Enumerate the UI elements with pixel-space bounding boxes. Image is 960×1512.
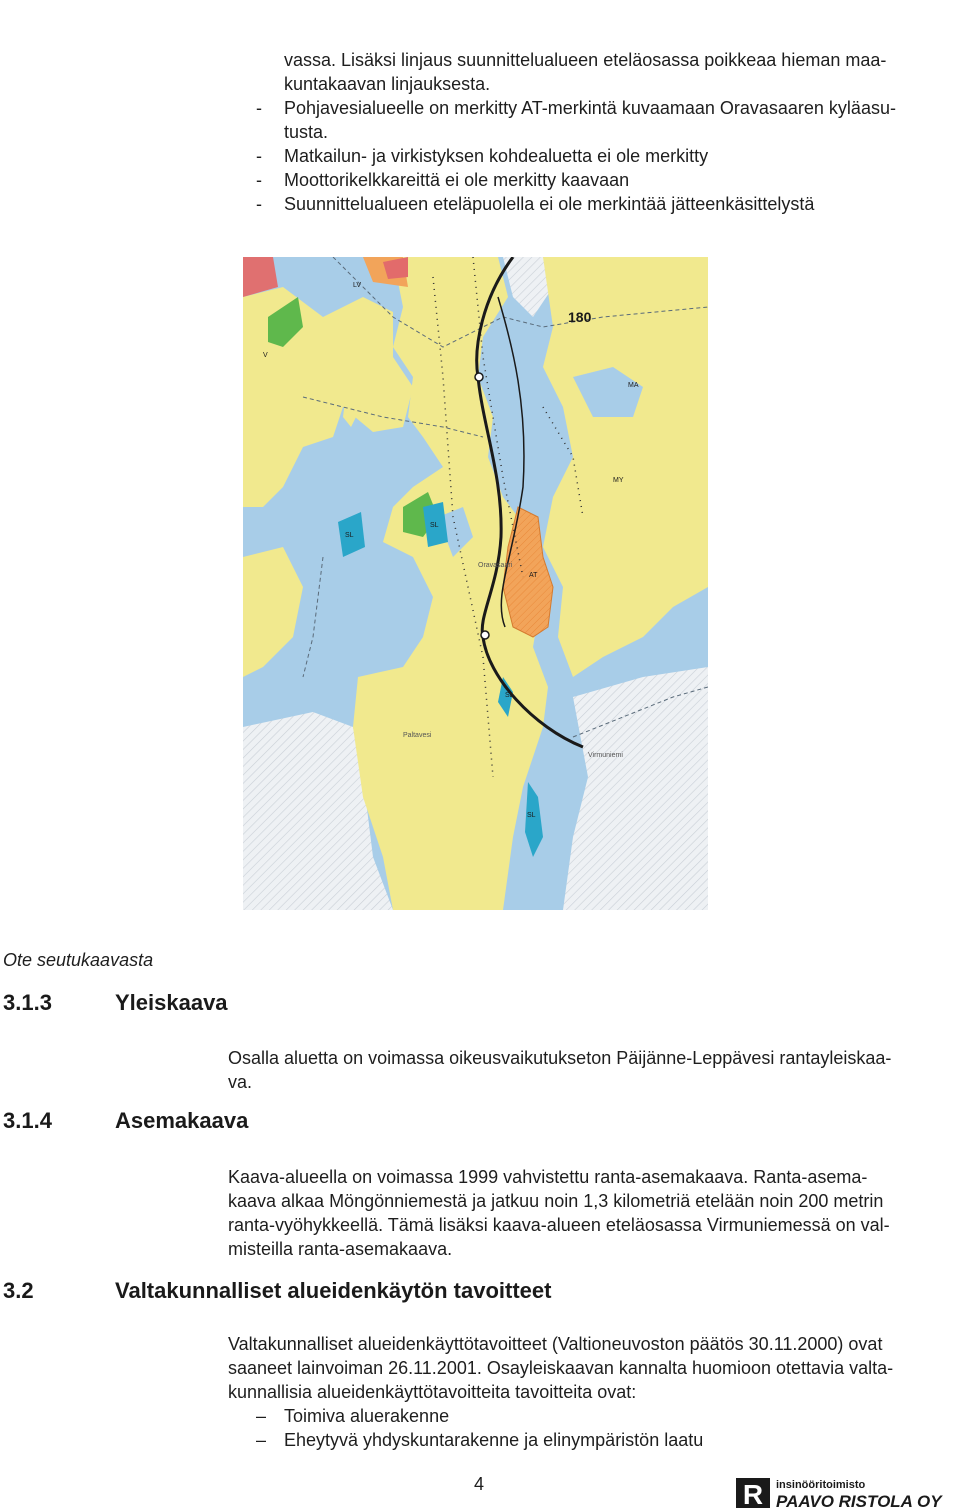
- text-line: saaneet lainvoiman 26.11.2001. Osayleiskaavan kannalta huomioon otettavia valta-: [228, 1358, 894, 1378]
- map-label-place: Oravasaari: [478, 562, 513, 569]
- bullet-text: tusta.: [284, 122, 329, 142]
- section-title: Valtakunnalliset alueidenkäytön tavoitteet: [115, 1278, 552, 1303]
- text-line: misteilla ranta-asemakaava.: [228, 1239, 453, 1259]
- map-label-place: Paltavesi: [403, 732, 432, 739]
- goal-text: Eheytyvä yhdyskuntarakenne ja elinympäristön laatu: [284, 1430, 704, 1450]
- text-line: Kaava-alueella on voimassa 1999 vahvistettu ranta-asemakaava. Ranta-asema-: [228, 1167, 868, 1187]
- map-label-v: V: [263, 352, 268, 359]
- bullet-dash: -: [256, 170, 262, 190]
- map-label-at: AT: [529, 572, 538, 579]
- bullet-item: [256, 192, 956, 216]
- junction-marker: [481, 631, 489, 639]
- map-label-sl: SL: [430, 522, 439, 529]
- logo-large-text: PAAVO RISTOLA OY: [776, 1492, 942, 1510]
- section-number: 3.1.3: [3, 990, 52, 1015]
- paragraph-asemakaava: [228, 1165, 958, 1261]
- bullet-text: Matkailun- ja virkistyksen kohdealuetta ei ole merkitty: [284, 146, 709, 166]
- map-label-ma: MA: [628, 382, 639, 389]
- section-title: Asemakaava: [115, 1108, 249, 1133]
- section-heading-3-1-3: [3, 990, 228, 1016]
- paragraph-valtakunnalliset: [228, 1332, 958, 1404]
- map-label-sl: SL: [527, 812, 536, 819]
- map-label-my: MY: [613, 477, 624, 484]
- regional-plan-map: [243, 257, 708, 910]
- map-caption: Ote seutukaavasta: [3, 950, 154, 970]
- goal-dash: –: [256, 1406, 267, 1426]
- text-line: Osalla aluetta on voimassa oikeusvaikutukseton Päijänne-Leppävesi rantayleiskaa-: [228, 1048, 892, 1068]
- goal-item: [256, 1428, 703, 1452]
- bullet-item: [256, 96, 956, 144]
- junction-marker: [475, 373, 483, 381]
- goal-item: [256, 1404, 703, 1428]
- bullet-item: [256, 144, 956, 168]
- map-label-sl: SL: [505, 692, 514, 699]
- text-line: kunnallisia alueidenkäyttötavoitteita tavoitteita ovat:: [228, 1382, 637, 1402]
- text-line: kuntakaavan linjauksesta.: [284, 74, 491, 94]
- map-label-lv: LV: [353, 282, 362, 289]
- bullet-dash: -: [256, 146, 262, 166]
- logo-mark-letter: R: [742, 1479, 764, 1510]
- bullet-dash: -: [256, 98, 262, 118]
- bullet-dash: -: [256, 194, 262, 214]
- section-heading-3-1-4: [3, 1108, 248, 1134]
- text-line: vassa. Lisäksi linjaus suunnittelualueen eteläosassa poikkeaa hieman maa-: [284, 50, 887, 70]
- section-number: 3.2: [3, 1278, 34, 1303]
- section-number: 3.1.4: [3, 1108, 52, 1133]
- logo-small-text: insinööritoimisto: [776, 1479, 866, 1491]
- bullet-text: Suunnittelualueen eteläpuolella ei ole merkintää jätteenkäsittelystä: [284, 194, 815, 214]
- map-label-180: 180: [568, 309, 592, 325]
- map-label-place: Virmuniemi: [588, 752, 623, 759]
- paragraph-yleiskaava: [228, 1046, 958, 1094]
- bullet-text: Pohjavesialueelle on merkitty AT-merkintä kuvaamaan Oravasaaren kyläasu-: [284, 98, 896, 118]
- goal-text: Toimiva aluerakenne: [284, 1406, 450, 1426]
- goal-list: [256, 1404, 703, 1452]
- text-line: va.: [228, 1072, 253, 1092]
- bullet-list-top: [256, 48, 956, 216]
- text-line: Valtakunnalliset alueidenkäyttötavoitteet (Valtioneuvoston päätös 30.11.2000) ovat: [228, 1334, 883, 1354]
- text-line: kaava alkaa Möngönniemestä ja jatkuu noin 1,3 kilometriä etelään noin 200 metrin: [228, 1191, 884, 1211]
- map-label-sl: SL: [345, 532, 354, 539]
- section-title: Yleiskaava: [115, 990, 228, 1015]
- goal-dash: –: [256, 1430, 267, 1450]
- text-line: ranta-vyöhykkeellä. Tämä lisäksi kaava-alueen eteläosassa Virmuniemessä on val-: [228, 1215, 890, 1235]
- company-logo: [736, 1476, 958, 1510]
- bullet-item: [256, 168, 956, 192]
- page-number: 4: [474, 1474, 485, 1494]
- bullet-text: Moottorikelkkareittä ei ole merkitty kaavaan: [284, 170, 630, 190]
- section-heading-3-2: [3, 1278, 551, 1304]
